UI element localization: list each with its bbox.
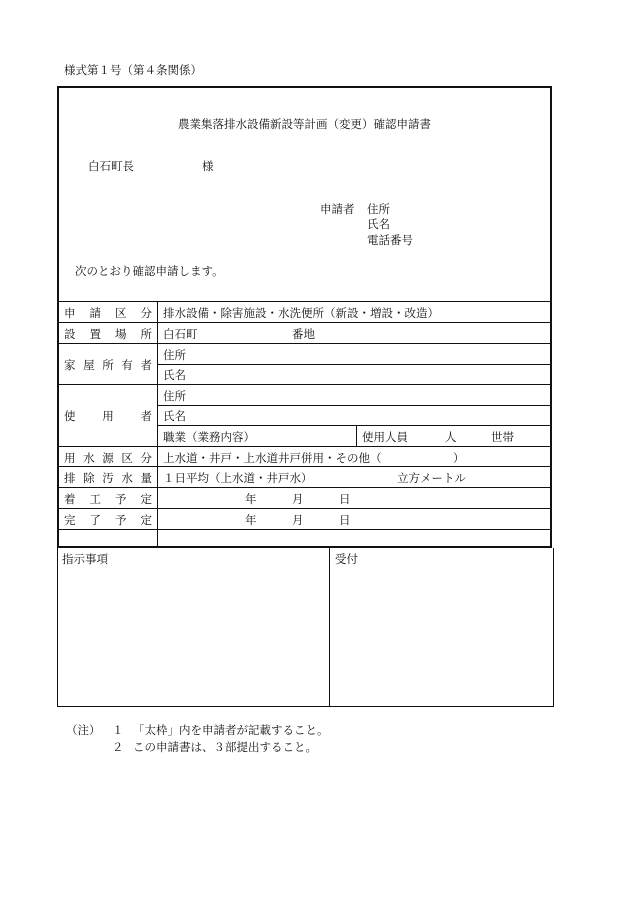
row-line (59, 487, 551, 488)
label-installation-location: 設 置 場 所 (64, 327, 152, 341)
start-day: 日 (339, 492, 351, 506)
water-source-close: ） (453, 451, 465, 465)
row-line (59, 529, 551, 530)
row-line (59, 508, 551, 509)
location-town: 白石町 (163, 327, 198, 341)
category-options: 排水設備・除害施設・水洗便所（新設・増設・改造） (163, 306, 439, 320)
occupation-divider (356, 425, 357, 446)
user-count-label: 使用人員 (362, 430, 408, 444)
notes-prefix: （注） (66, 723, 101, 737)
label-user: 使 用 者 (64, 409, 152, 423)
completion-month: 月 (292, 513, 304, 527)
row-line (59, 466, 551, 467)
persons-unit: 人 (445, 430, 457, 444)
label-column-divider (157, 301, 158, 547)
completion-day: 日 (339, 513, 351, 527)
label-sewage-volume: 排 除 汚 水 量 (64, 471, 152, 485)
label-application-category: 申 請 区 分 (64, 306, 152, 320)
note-2-number: ２ (112, 740, 124, 754)
form-number: 様式第１号（第４条関係） (64, 63, 202, 77)
row-line (59, 384, 551, 385)
applicant-name-label: 氏名 (367, 217, 390, 231)
owner-name-label: 氏名 (163, 368, 186, 382)
addressee-honorific: 様 (202, 159, 214, 173)
location-banchi: 番地 (292, 327, 315, 341)
start-month: 月 (292, 492, 304, 506)
instructions-label: 指示事項 (62, 552, 108, 566)
sewage-volume-text: １日平均（上水道・井戸水） (163, 471, 313, 485)
sewage-volume-unit: 立方メートル (397, 471, 466, 485)
owner-address-label: 住所 (163, 348, 186, 362)
row-line (157, 425, 551, 426)
addressee-mayor: 白石町長 (88, 159, 134, 173)
form-title: 農業集落排水設備新設等計画（変更）確認申請書 (178, 117, 431, 131)
intro-text: 次のとおり確認申請します。 (75, 264, 224, 278)
label-water-source: 用 水 源 区 分 (64, 451, 152, 465)
note-1-number: １ (112, 723, 124, 737)
applicant-address-label: 住所 (367, 202, 390, 216)
reception-label: 受付 (335, 552, 358, 566)
completion-year: 年 (245, 513, 257, 527)
user-occupation-label: 職業（業務内容） (163, 430, 255, 444)
applicant-label: 申請者 (320, 202, 355, 216)
label-house-owner: 家 屋 所 有 者 (64, 358, 152, 372)
user-name-label: 氏名 (163, 409, 186, 423)
households-unit: 世帯 (491, 430, 514, 444)
row-line (59, 446, 551, 447)
table-top-line (59, 301, 551, 302)
user-address-label: 住所 (163, 389, 186, 403)
notes (66, 722, 101, 739)
water-source-options: 上水道・井戸・上水道井戸併用・その他（ (163, 451, 382, 465)
office-use-box (57, 548, 554, 707)
row-line (59, 322, 551, 323)
note-2-text: この申請書は、３部提出すること。 (133, 740, 317, 754)
applicant-phone-label: 電話番号 (367, 233, 413, 247)
note-1-text: 「太枠」内を申請者が記載すること。 (133, 723, 329, 737)
row-line (157, 364, 551, 365)
row-line (59, 343, 551, 344)
office-use-divider (329, 548, 330, 707)
label-completion-schedule: 完 了 予 定 (64, 513, 152, 527)
label-start-schedule: 着 工 予 定 (64, 492, 152, 506)
row-line (157, 405, 551, 406)
start-year: 年 (245, 492, 257, 506)
